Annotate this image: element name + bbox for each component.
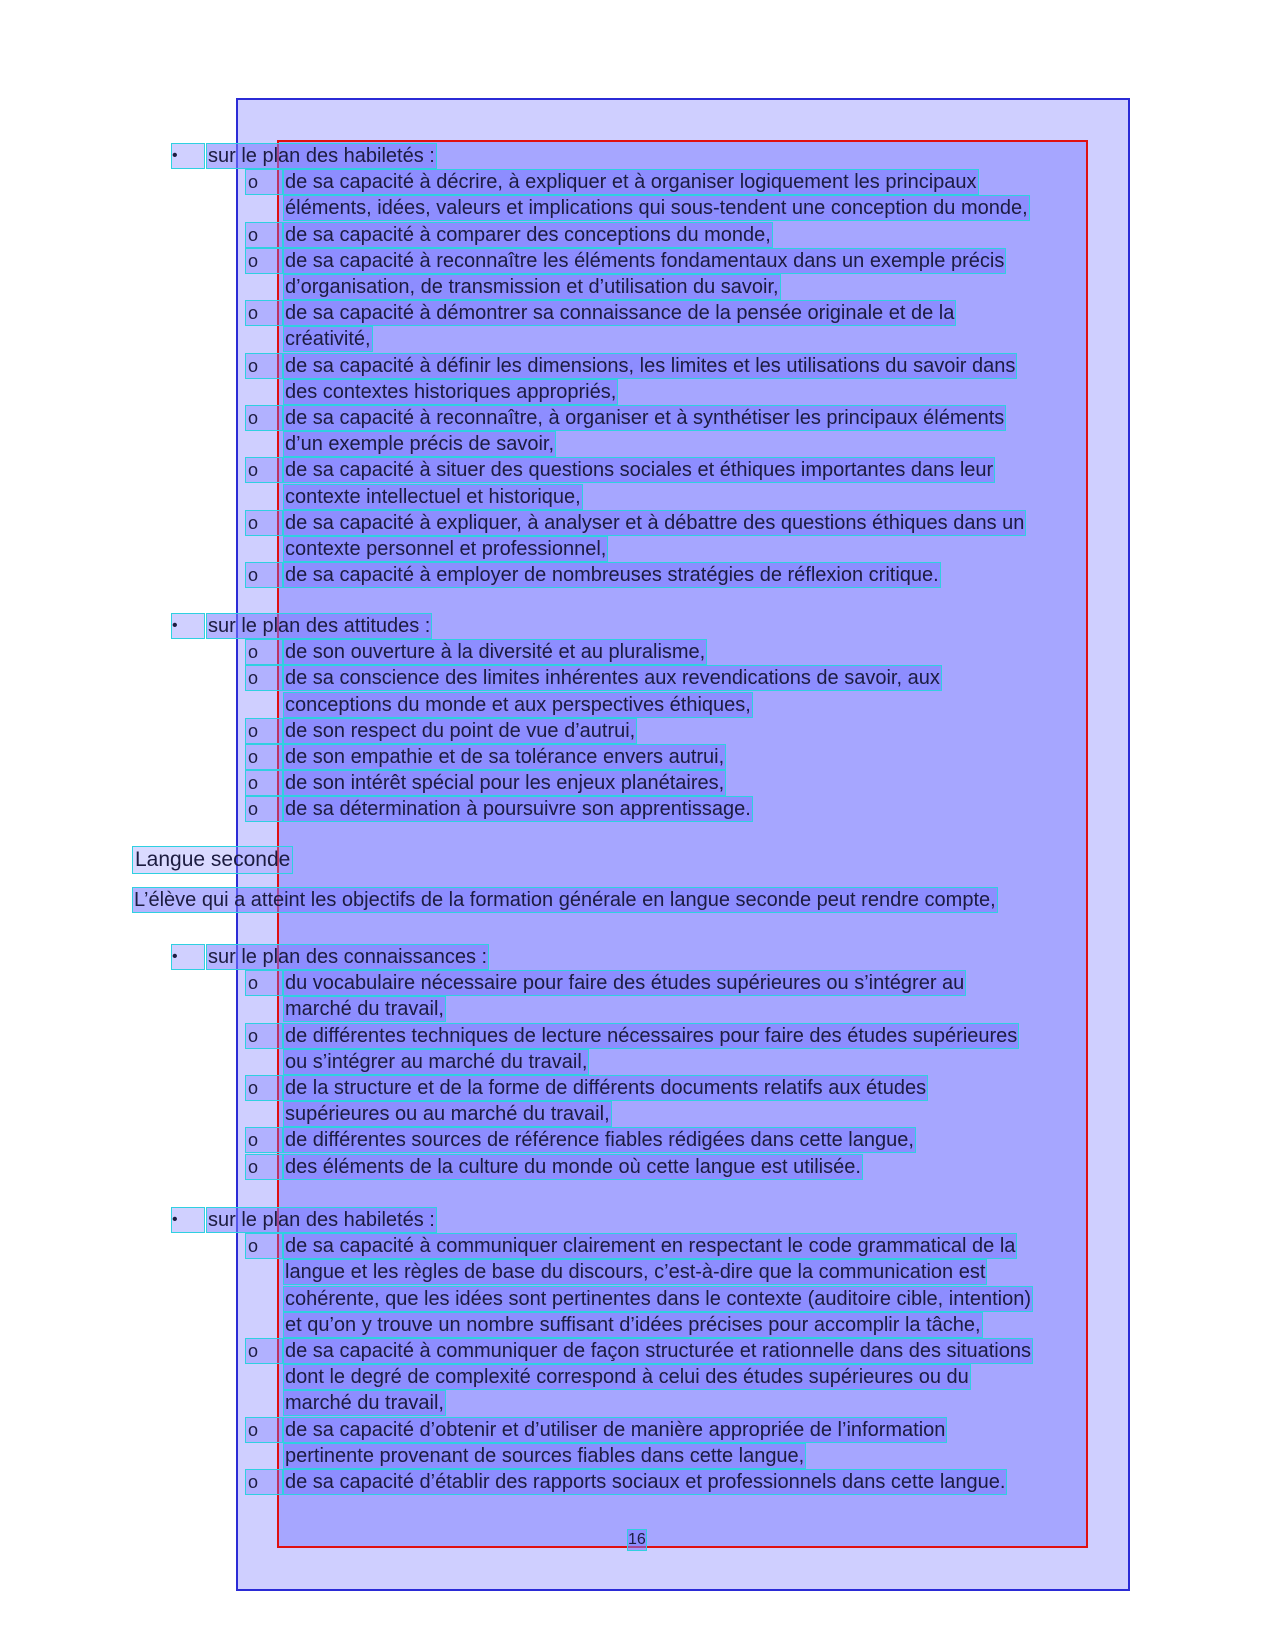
list-item-line: d’organisation, de transmission et d’utilisation du savoir, [285,276,779,298]
section-title: sur le plan des habiletés : [208,145,435,167]
list-item-bullet: o [246,1128,282,1152]
list-item-line: de son respect du point de vue d’autrui, [285,719,636,742]
list-item-line: contexte intellectuel et historique, [285,485,581,508]
list-item-line: et qu’on y trouve un nombre suffisant d’idées précises pour accomplir la tâche, [285,1313,981,1336]
list-item-bullet: o [246,797,282,821]
list-item-line: de sa capacité à situer des questions sociales et éthiques importantes dans leur [285,459,994,482]
list-item-bullet: o [246,223,282,247]
intro-paragraph: L’élève qui a atteint les objectifs de la formation générale en langue seconde peut rendre compte, [134,889,996,911]
list-item-line: de différentes sources de référence fiables rédigées dans cette langue, [285,1129,914,1152]
list-item-bullet: o [246,745,282,769]
list-item-bullet: o [246,511,282,535]
list-item-line: dont le degré de complexité correspond à celui des études supérieures ou du [285,1366,969,1389]
list-item-line: créativité, [285,328,371,351]
list-item-line: de sa capacité d’obtenir et d’utiliser de manière appropriée de l’information [285,1418,946,1441]
section-title: sur le plan des connaissances : [208,946,488,968]
list-item-bullet: o [246,666,282,690]
list-item-bullet: o [246,170,282,194]
list-item-line: de sa capacité à comparer des conceptions du monde, [285,223,771,246]
section-bullet: • [172,144,204,168]
list-item-bullet: o [246,1155,282,1179]
list-item-bullet: o [246,1234,282,1258]
list-item-line: d’un exemple précis de savoir, [285,433,555,456]
section-heading: Langue seconde [135,848,291,871]
section-bullet: • [172,945,204,969]
list-item-bullet: o [246,1024,282,1048]
list-item-bullet: o [246,971,282,995]
list-item-line: de sa capacité à communiquer de façon structurée et rationnelle dans des situations [285,1340,1031,1362]
list-item-line: de sa capacité à employer de nombreuses stratégies de réflexion critique. [285,564,939,587]
list-item-line: cohérente, que les idées sont pertinentes dans le contexte (auditoire cible, intention) [285,1287,1032,1310]
list-item-bullet: o [246,354,282,378]
list-item-bullet: o [246,458,282,482]
list-item-bullet: o [246,406,282,430]
list-item-line: de sa capacité à reconnaître, à organiser et à synthétiser les principaux éléments [285,407,1005,429]
list-item-line: de sa capacité à expliquer, à analyser et à débattre des questions éthiques dans un [285,511,1025,534]
list-item-bullet: o [246,1418,282,1442]
list-item-line: contexte personnel et professionnel, [285,538,607,560]
list-item-line: de sa capacité à communiquer clairement en respectant le code grammatical de la [285,1235,1016,1258]
list-item-bullet: o [246,771,282,795]
list-item-line: marché du travail, [285,998,444,1021]
list-item-line: de son intérêt spécial pour les enjeux planétaires, [285,772,725,795]
list-item-line: supérieures ou au marché du travail, [285,1103,610,1126]
list-item-line: de sa détermination à poursuivre son apprentissage. [285,798,751,821]
list-item-bullet: o [246,640,282,664]
list-item-line: ou s’intégrer au marché du travail, [285,1050,588,1073]
list-item-line: de son empathie et de sa tolérance envers autrui, [285,746,725,768]
list-item-line: langue et les règles de base du discours, c’est-à-dire que la communication est [285,1261,986,1284]
list-item-line: de sa capacité à reconnaître les éléments fondamentaux dans un exemple précis [285,249,1005,272]
list-item-bullet: o [246,249,282,273]
list-item-line: de sa capacité à définir les dimensions, les limites et les utilisations du savoir dans [285,354,1016,377]
list-item-bullet: o [246,1339,282,1363]
list-item-line: conceptions du monde et aux perspectives éthiques, [285,693,751,716]
list-item-line: de son ouverture à la diversité et au pluralisme, [285,641,706,664]
list-item-line: éléments, idées, valeurs et implications qui sous-tendent une conception du monde, [285,197,1028,220]
list-item-line: de sa capacité à démontrer sa connaissance de la pensée originale et de la [285,302,955,325]
section-title: sur le plan des habiletés : [208,1209,435,1231]
list-item-line: de sa conscience des limites inhérentes aux revendications de savoir, aux [285,667,940,690]
section-bullet: • [172,614,204,638]
list-item-line: des éléments de la culture du monde où cette langue est utilisée. [285,1155,861,1178]
list-item-bullet: o [246,301,282,325]
list-item-line: marché du travail, [285,1392,444,1415]
section-title: sur le plan des attitudes : [208,615,431,637]
list-item-bullet: o [246,563,282,587]
list-item-line: de sa capacité d’établir des rapports sociaux et professionnels dans cette langue. [285,1471,1006,1493]
list-item-bullet: o [246,1470,282,1494]
list-item-line: pertinente provenant de sources fiables dans cette langue, [285,1444,805,1467]
list-item-line: des contextes historiques appropriés, [285,380,617,403]
list-item-line: de la structure et de la forme de différents documents relatifs aux études [285,1077,927,1099]
page-number: 16 [628,1531,646,1548]
list-item-bullet: o [246,719,282,743]
list-item-line: du vocabulaire nécessaire pour faire des études supérieures ou s’intégrer au [285,972,965,995]
list-item-line: de différentes techniques de lecture nécessaires pour faire des études supérieures [285,1024,1018,1047]
list-item-bullet: o [246,1076,282,1100]
section-bullet: • [172,1208,204,1232]
list-item-line: de sa capacité à décrire, à expliquer et à organiser logiquement les principaux [285,171,977,194]
